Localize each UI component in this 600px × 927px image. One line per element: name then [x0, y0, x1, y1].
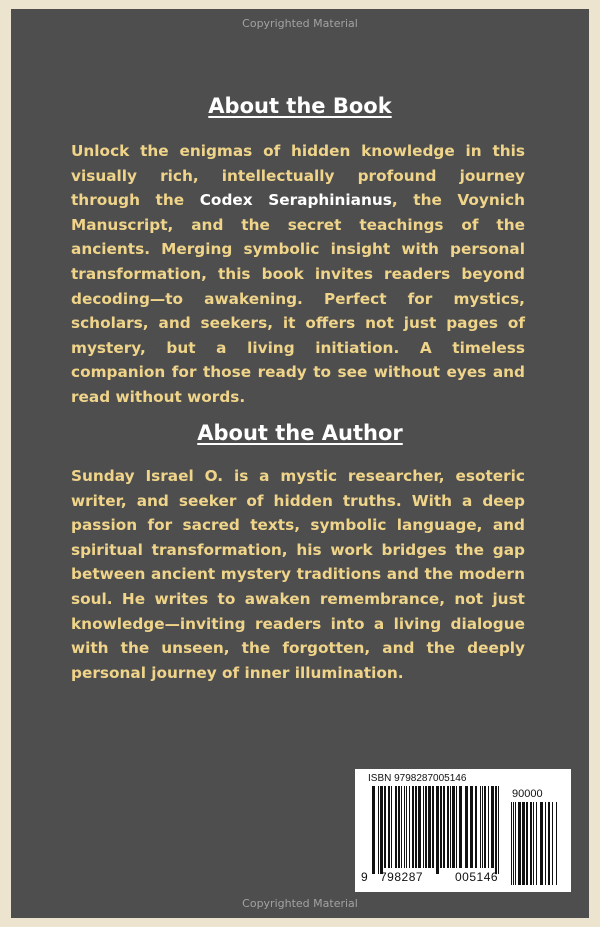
- barcode-bar: [540, 802, 543, 885]
- barcode-box: [355, 769, 571, 892]
- barcode-bar: [491, 786, 494, 868]
- watermark-bottom: Copyrighted Material: [242, 897, 358, 910]
- barcode-bar: [536, 802, 537, 885]
- barcode-bar: [488, 786, 489, 868]
- barcode-bar: [372, 786, 375, 874]
- barcode-bar: [432, 786, 434, 868]
- barcode-bar: [395, 786, 397, 868]
- barcode-bar: [391, 786, 392, 868]
- barcode-bar: [470, 786, 473, 868]
- barcode-bar: [545, 802, 546, 885]
- barcode-bar: [556, 802, 557, 885]
- barcode-bar: [552, 802, 553, 885]
- barcode-bar: [495, 786, 497, 874]
- barcode-bar: [515, 802, 516, 885]
- barcode-bar: [511, 802, 512, 885]
- barcode-bar: [465, 786, 468, 868]
- barcode-bar: [480, 786, 481, 868]
- barcode-bar: [409, 786, 410, 868]
- watermark-top: Copyrighted Material: [242, 17, 358, 30]
- about-author-text: Sunday Israel O. is a mystic researcher, esoteric writer, and seeker of hidden truths. With a deep passion for sacred texts, symbolic language, and spiritual transformation, his work bridges the gap between ancient mystery traditions and the modern soul. He writes to awaken remembrance, not just knowledge—inviting readers into a living dialogue with the unseen, the forgotten, and the deeply personal journey of inner illumination.: [71, 467, 525, 682]
- about-book-heading: About the Book: [208, 94, 392, 118]
- barcode-bar: [522, 802, 525, 885]
- barcode-bar: [484, 786, 486, 868]
- barcode-bar: [418, 786, 421, 868]
- barcode-bar: [443, 786, 445, 868]
- barcode-bar: [380, 786, 383, 874]
- barcode-bar: [456, 786, 457, 868]
- barcode-digits-left: 798287: [380, 870, 424, 884]
- barcode-bar: [440, 786, 442, 868]
- barcode-bar: [513, 802, 514, 885]
- barcode-bar: [533, 802, 534, 885]
- barcode-bar: [412, 786, 414, 868]
- barcode-bar: [425, 786, 427, 868]
- barcode-bar: [452, 786, 455, 868]
- barcode-bar: [498, 786, 499, 874]
- barcode-bar: [459, 786, 462, 868]
- barcode-bar: [518, 802, 521, 885]
- about-author-heading: About the Author: [197, 421, 403, 445]
- barcode-bar: [436, 786, 439, 874]
- isbn-label: ISBN 9798287005146: [368, 773, 467, 784]
- barcode-bar: [428, 786, 431, 868]
- price-code: 90000: [512, 788, 543, 800]
- barcode-digit-first: 9: [361, 870, 368, 884]
- about-book-text-start: Unlock the enigmas of hidden knowledge in this visually rich, intellectually profound journey through the: [71, 142, 525, 210]
- barcode-bar: [415, 786, 417, 868]
- barcode-bar: [406, 786, 407, 868]
- barcode-bar: [548, 802, 550, 885]
- barcode-bar: [401, 786, 402, 868]
- about-book-text-end: , the Voynich Manuscript, and the secret teachings of the ancients. Merging symbolic insight with personal transformation, this book invites readers beyond decoding—to awakening. Perfect for mystics, scholars, and seekers, it offers not just pages of mystery, but a living initiation. A timeless companion for those ready to see without eyes and read without words.: [71, 191, 525, 406]
- barcode-bar: [475, 786, 477, 868]
- barcode-bar: [378, 786, 379, 874]
- about-book-text: [71, 139, 525, 410]
- barcode-bar: [423, 786, 424, 868]
- barcode-bar: [530, 802, 532, 885]
- barcode-bar: [384, 786, 386, 868]
- barcode-bar: [398, 786, 400, 868]
- barcode-bar: [482, 786, 483, 868]
- barcode-digits-right: 005146: [455, 870, 499, 884]
- codex-highlight: Codex Seraphinianus: [199, 191, 392, 210]
- barcode-bar: [450, 786, 451, 868]
- barcode-bar: [447, 786, 449, 868]
- addon-barcode: [511, 802, 557, 885]
- barcode-bar: [388, 786, 390, 868]
- barcode-bar: [404, 786, 405, 868]
- main-barcode: [372, 786, 499, 874]
- barcode-bar: [526, 802, 528, 885]
